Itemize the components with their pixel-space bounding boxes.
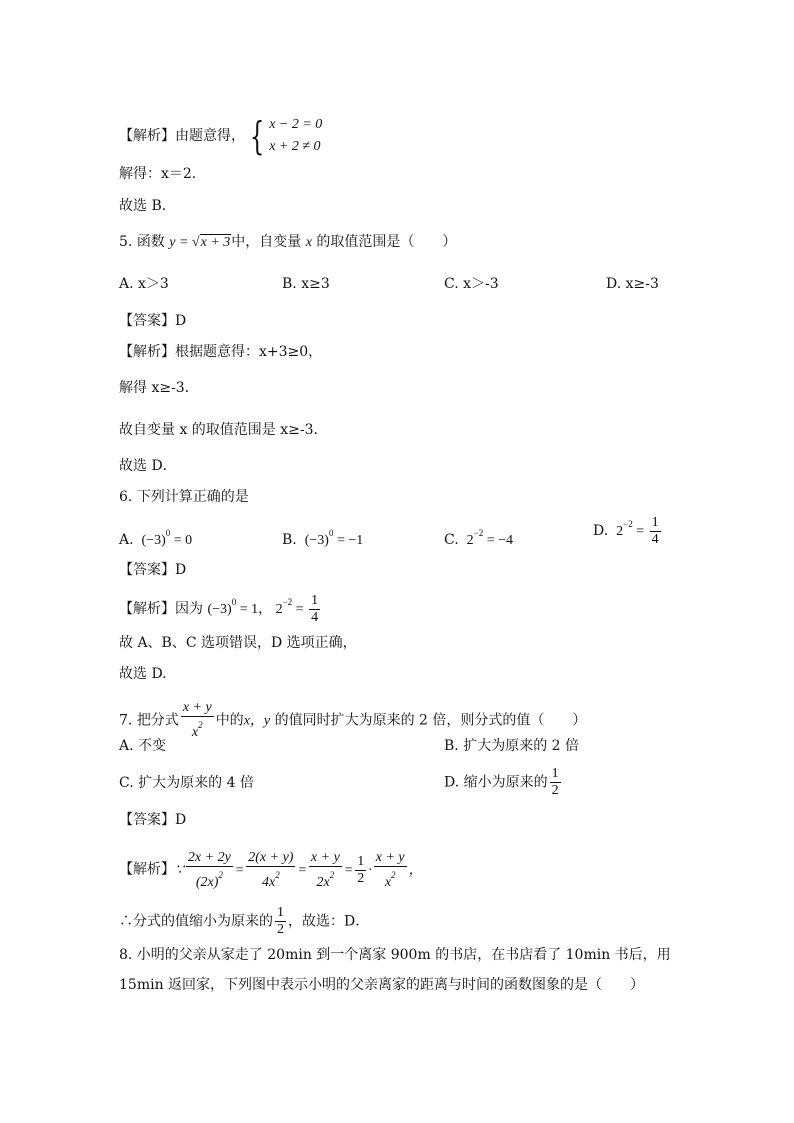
q5-var: x — [305, 235, 312, 250]
q5-analysis-text: 根据题意得：x+3≥0， — [175, 344, 323, 360]
analysis-label: 【解析】 — [119, 128, 175, 144]
q7-option-c: C. 扩大为原来的 4 倍 — [119, 775, 254, 791]
q8-stem-line1: 8. 小明的父亲从家走了 20min 到一个离家 900m 的书店，在书店看了 10min 书后，用 — [119, 947, 671, 963]
q7-vars: x，y — [243, 713, 271, 729]
analysis-label: 【解析】 — [119, 861, 175, 878]
q7-conclusion-b: ，故选：D． — [288, 913, 370, 930]
q7-option-b: B. 扩大为原来的 2 倍 — [444, 738, 579, 754]
q6-number: 6. — [119, 489, 133, 505]
q6-option-b-expr: $(-3)^0 = -1$ — [301, 528, 364, 548]
q6-option-c-expr: $2^{-2} = -4$ — [463, 528, 513, 548]
q5-option-a: A. x＞3 — [119, 276, 169, 292]
q7-option-d-label: D. 缩小为原来的 — [444, 774, 548, 791]
q6-choose: 故选 D. — [119, 666, 167, 682]
brace-symbol: { — [249, 114, 265, 158]
q7-stem-a: 把分式 — [136, 712, 179, 729]
equation-1: x − 2 = 0 — [269, 117, 323, 132]
q7-number: 7. — [119, 712, 133, 729]
q7-conclusion-fraction: $\frac{1}{2}$ — [277, 905, 284, 937]
q7-option-d-fraction: $\frac{1}{2}$ — [551, 766, 559, 798]
answer-label: 【答案】 — [119, 812, 175, 828]
q6-answer — [119, 560, 186, 580]
q5-stem-b: 中，自变量 — [231, 234, 302, 250]
q7-option-a: A. 不变 — [119, 738, 167, 754]
q6-analysis-expr: $(-3)^0 = 1$， $2^{-2}$ = $\frac{1}{4}$ — [207, 593, 319, 626]
answer-label: 【答案】 — [119, 562, 175, 578]
q6-conclusion: 故 A、B、C 选项错误，D 选项正确， — [119, 635, 357, 651]
q6-analysis-lead: 因为 — [175, 601, 203, 617]
q6-option-b-label: B. — [282, 532, 297, 548]
q6-option-c-label: C. — [444, 532, 459, 548]
q6-option-a — [119, 523, 192, 551]
q4-choose: 故选 B． — [119, 198, 176, 214]
q4-analysis-lead: 由题意得， — [175, 128, 245, 144]
q6-option-c — [444, 523, 513, 551]
q6-option-a-expr: $(-3)^0 = 0$ — [138, 528, 193, 548]
q8-stem-line2: 15min 返回家，下列图中表示小明的父亲离家的距离与时间的函数图象的是（ ） — [119, 977, 645, 993]
q5-option-b: B. x≥3 — [282, 276, 330, 292]
q7-fraction: $\frac{x + y}{x^2}$ — [182, 700, 212, 740]
q6-option-d-label: D. — [593, 523, 609, 539]
q7-option-d — [444, 766, 563, 799]
q6-analysis — [119, 592, 322, 626]
q5-analysis — [119, 342, 322, 362]
q7-conclusion — [119, 905, 369, 938]
q5-stem-c: 的取值范围是（ ） — [316, 234, 457, 250]
q7-conclusion-a: ∴分式的值缩小为原来的 — [119, 913, 273, 930]
q7-analysis-expr: ∵ $\frac{2x + 2y}{(2x)^2}$ = $\frac{2(x + y)}{4x^2}$ = $\frac{x + y}{2x^2}$ = $\frac{1}{2}$ · $\frac{x + y}{x^2}$ ， — [175, 850, 423, 890]
q5-stem — [119, 232, 456, 253]
q5-range: 故自变量 x 的取值范围是 x≥-3． — [119, 422, 328, 438]
q7-analysis — [119, 850, 423, 891]
q5-stem-a: 函数 — [136, 234, 165, 250]
analysis-label: 【解析】 — [119, 601, 175, 617]
q6-stem-text: 下列计算正确的是 — [136, 489, 249, 505]
q7-answer-value: D — [175, 812, 187, 828]
q4-analysis — [119, 114, 322, 158]
q5-formula: y = √x + 3 — [169, 235, 231, 250]
q6-option-d — [593, 514, 663, 548]
q5-answer — [119, 311, 186, 331]
q5-choose: 故选 D． — [119, 458, 177, 474]
q7-answer — [119, 810, 186, 830]
analysis-label: 【解析】 — [119, 344, 175, 360]
answer-label: 【答案】 — [119, 313, 175, 329]
equation-system — [269, 114, 322, 158]
q7-stem — [119, 700, 586, 741]
q5-option-c: C. x＞-3 — [444, 276, 499, 292]
q7-stem-b: 中的 — [215, 712, 244, 729]
q5-option-d: D. x≥-3 — [606, 276, 659, 292]
q6-option-d-expr: $2^{-2}$ = $\frac{1}{4}$ — [612, 515, 659, 548]
equation-2: x + 2 ≠ 0 — [269, 139, 321, 154]
q4-solve: 解得：x＝2． — [119, 166, 206, 182]
q6-answer-value: D — [175, 562, 187, 578]
q5-solve: 解得 x≥-3． — [119, 380, 199, 396]
q5-number: 5. — [119, 234, 133, 250]
q6-option-a-label: A. — [119, 532, 134, 548]
q6-stem — [119, 487, 249, 507]
q6-option-b — [282, 523, 363, 551]
q7-stem-c: 的值同时扩大为原来的 2 倍，则分式的值（ ） — [274, 712, 587, 729]
q5-answer-value: D — [175, 313, 187, 329]
